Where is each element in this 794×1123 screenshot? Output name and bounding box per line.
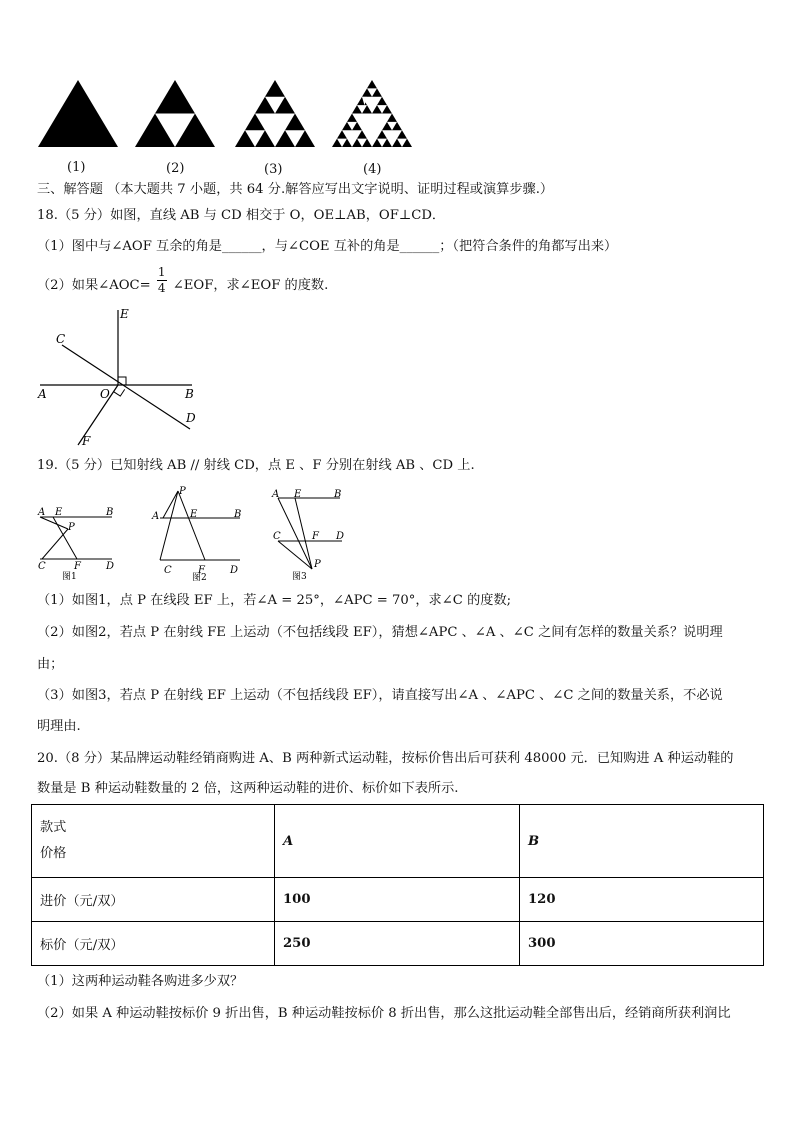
svg-text:B: B bbox=[234, 509, 242, 520]
svg-text:F: F bbox=[198, 565, 205, 576]
table-header-row bbox=[32, 805, 764, 878]
triangle-stage-4 bbox=[332, 80, 412, 147]
cell-b: 120 bbox=[520, 878, 764, 922]
svg-text:B: B bbox=[106, 507, 114, 518]
svg-text:A: A bbox=[272, 489, 280, 500]
label-d: D bbox=[186, 411, 196, 425]
q19-figures bbox=[30, 485, 360, 585]
header-style-label: 款式 bbox=[40, 820, 67, 835]
cell-a: 100 bbox=[275, 878, 520, 922]
fig17-caption-1: (1) bbox=[67, 160, 86, 175]
label-a: A bbox=[38, 387, 47, 401]
cell-a: 250 bbox=[275, 922, 520, 966]
svg-text:D: D bbox=[336, 531, 345, 542]
fraction-numerator: 1 bbox=[157, 265, 166, 279]
section-title: 三、解答题 （本大题共 7 小题，共 64 分.解答应写出文字说明、证明过程或演算步骤.） bbox=[37, 182, 554, 197]
q19-part2-line1: （2）如图2，若点 P 在射线 FE 上运动（不包括线段 EF），猜想∠APC 、∠A 、∠C 之间有怎样的数量关系？说明理 bbox=[37, 625, 723, 640]
label-f: F bbox=[82, 434, 91, 448]
q19-stem: 19.（5 分）已知射线 AB // 射线 CD，点 E 、F 分别在射线 AB 、CD 上. bbox=[37, 458, 475, 473]
q19-part3-line2: 明理由. bbox=[37, 719, 81, 734]
fig17-caption-3: (3) bbox=[264, 162, 283, 177]
label-c: C bbox=[56, 332, 66, 346]
row-label: 进价（元/双） bbox=[32, 878, 275, 922]
q19-part3-line1: （3）如图3，若点 P 在射线 EF 上运动（不包括线段 EF），请直接写出∠A 、∠APC 、∠C 之间的数量关系，不必说 bbox=[37, 688, 723, 703]
svg-text:D: D bbox=[106, 561, 115, 572]
q18-part2 bbox=[37, 265, 328, 301]
svg-text:P: P bbox=[68, 522, 75, 533]
svg-text:A: A bbox=[38, 507, 46, 518]
q18-stem: 18.（5 分）如图，直线 AB 与 CD 相交于 O，OE⊥AB，OF⊥CD． bbox=[37, 208, 446, 223]
svg-text:P: P bbox=[179, 486, 186, 497]
fig17-caption-4: (4) bbox=[363, 162, 382, 177]
q20-stem-line1: 20.（8 分）某品牌运动鞋经销商购进 A、B 两种新式运动鞋，按标价售出后可获利 48000 元．已知购进 A 种运动鞋的 bbox=[37, 751, 734, 766]
svg-text:B: B bbox=[334, 489, 342, 500]
fraction bbox=[157, 265, 167, 296]
row-label: 标价（元/双） bbox=[32, 922, 275, 966]
label-o: O bbox=[100, 387, 110, 401]
svg-text:E: E bbox=[55, 507, 63, 518]
price-table bbox=[31, 804, 764, 966]
header-col-b: B bbox=[520, 805, 764, 878]
q20-part1: （1）这两种运动鞋各购进多少双？ bbox=[37, 974, 244, 989]
cell-b: 300 bbox=[520, 922, 764, 966]
table-row bbox=[32, 922, 764, 966]
svg-text:F: F bbox=[74, 561, 81, 572]
label-e: E bbox=[120, 307, 129, 321]
q18-part1: （1）图中与∠AOF 互余的角是______，与∠COE 互补的角是______；（把符合条件的角都写出来） bbox=[37, 239, 618, 254]
svg-text:A: A bbox=[152, 511, 160, 522]
label-b: B bbox=[185, 387, 194, 401]
svg-text:E: E bbox=[294, 489, 302, 500]
q18-part2-prefix: （2）如果∠AOC= bbox=[37, 278, 151, 293]
svg-text:C: C bbox=[273, 531, 281, 542]
fraction-denominator: 4 bbox=[157, 281, 166, 295]
q18-part2-suffix: ∠EOF，求∠EOF 的度数. bbox=[172, 278, 329, 293]
svg-text:F: F bbox=[312, 531, 319, 542]
q18-figure bbox=[30, 305, 210, 450]
table-row bbox=[32, 878, 764, 922]
svg-text:C: C bbox=[38, 561, 46, 572]
svg-text:D: D bbox=[230, 565, 239, 576]
header-price-label: 价格 bbox=[40, 846, 67, 861]
header-col-a: A bbox=[275, 805, 520, 878]
q19-fig1 bbox=[37, 507, 114, 582]
svg-text:E: E bbox=[190, 509, 198, 520]
q19-part2-line2: 由； bbox=[37, 657, 64, 672]
triangle-stage-3 bbox=[235, 80, 315, 147]
fig3-caption: 图3 bbox=[292, 572, 307, 582]
fig1-caption: 图1 bbox=[62, 572, 77, 582]
svg-text:P: P bbox=[314, 559, 321, 570]
triangle-stage-1 bbox=[38, 80, 118, 147]
svg-text:C: C bbox=[164, 565, 172, 576]
fig17-caption-2: (2) bbox=[166, 161, 185, 176]
q20-part2: （2）如果 A 种运动鞋按标价 9 折出售，B 种运动鞋按标价 8 折出售，那么这批运动鞋全部售出后，经销商所获利润比 bbox=[37, 1006, 731, 1021]
q19-fig3 bbox=[271, 489, 344, 582]
fig2-caption: 图2 bbox=[192, 573, 207, 583]
header-diagonal-cell bbox=[32, 805, 275, 878]
line-cd bbox=[62, 345, 190, 429]
q19-part1: （1）如图1，点 P 在线段 EF 上，若∠A = 25°，∠APC = 70°，求∠C 的度数; bbox=[37, 593, 512, 608]
q19-fig2 bbox=[151, 486, 241, 583]
q20-stem-line2: 数量是 B 种运动鞋数量的 2 倍，这两种运动鞋的进价、标价如下表所示. bbox=[37, 781, 459, 796]
